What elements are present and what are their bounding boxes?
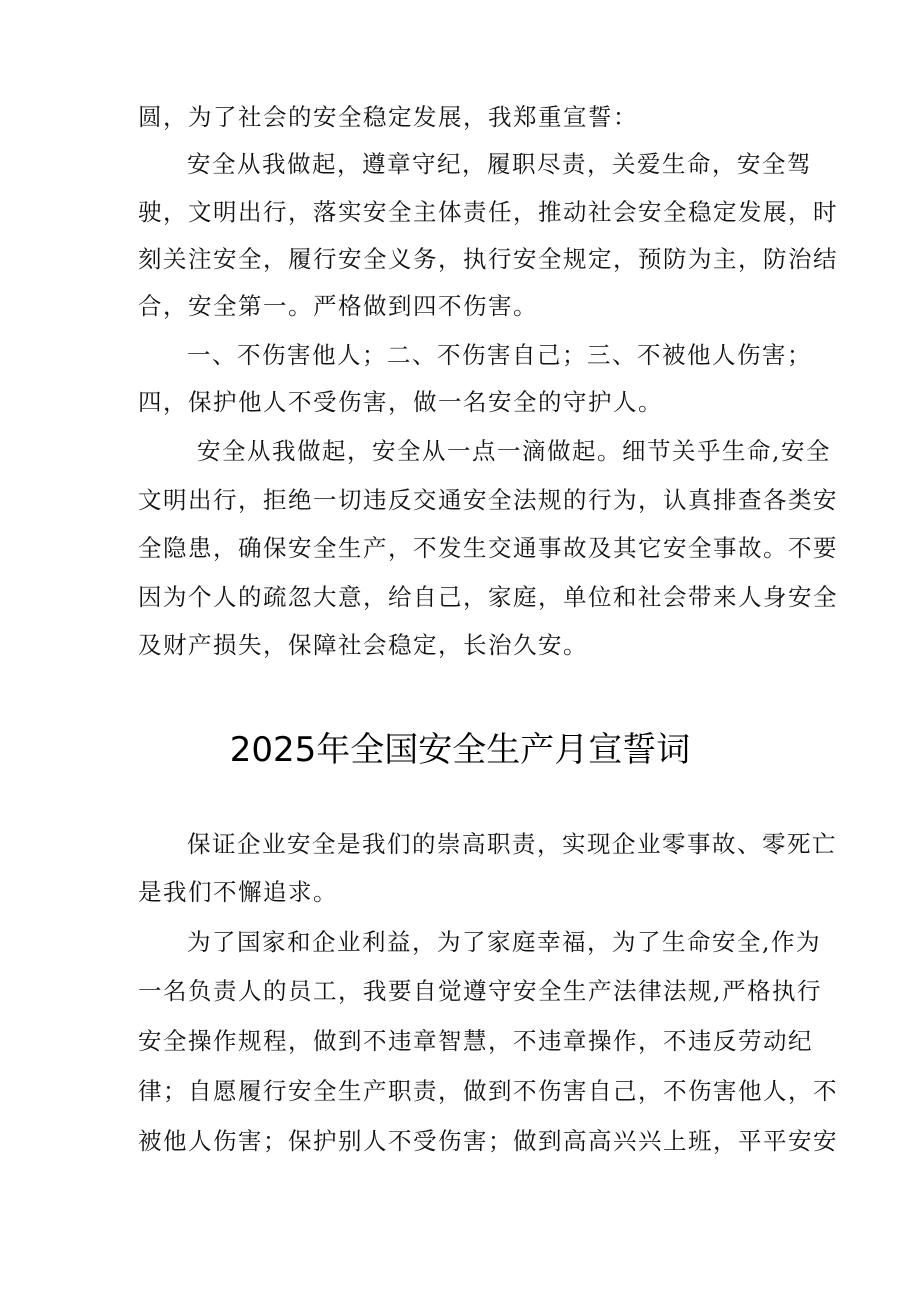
paragraph-line: 一、不伤害他人；二、不伤害自己；三、不被他人伤害； <box>187 341 812 369</box>
paragraph-line: 被他人伤害；保护别人不受伤害；做到高高兴兴上班，平平安安 <box>138 1127 838 1155</box>
paragraph-line: 安全操作规程，做到不违章智慧，不违章操作，不违反劳动纪 <box>138 1027 813 1055</box>
paragraph-line: 驶，文明出行，落实安全主体责任，推动社会安全稳定发展，时 <box>138 198 838 226</box>
paragraph-line: 安全从我做起，安全从一点一滴做起。细节关乎生命,安全 <box>197 437 831 465</box>
paragraph-line: 为了国家和企业利益，为了家庭幸福，为了生命安全,作为 <box>187 928 821 956</box>
paragraph-line: 保证企业安全是我们的崇高职责，实现企业零事故、零死亡 <box>187 830 837 858</box>
paragraph-line: 全隐患，确保安全生产，不发生交通事故及其它安全事故。不要 <box>138 534 838 562</box>
paragraph-line: 圆，为了社会的安全稳定发展，我郑重宣誓： <box>138 103 638 131</box>
section-title: 2025年全国安全生产月宣誓词 <box>229 730 691 770</box>
paragraph-line: 是我们不懈追求。 <box>138 878 338 906</box>
paragraph-line: 安全从我做起，遵章守纪，履职尽责，关爱生命，安全驾 <box>187 150 812 178</box>
paragraph-line: 刻关注安全，履行安全义务，执行安全规定，预防为主，防治结 <box>138 245 838 273</box>
paragraph-line: 一名负责人的员工，我要自觉遵守安全生产法律法规,严格执行 <box>138 977 822 1005</box>
paragraph-line: 及财产损失，保障社会稳定，长治久安。 <box>138 631 588 659</box>
paragraph-line: 四，保护他人不受伤害，做一名安全的守护人。 <box>138 388 663 416</box>
paragraph-line: 文明出行，拒绝一切违反交通安全法规的行为，认真排查各类安 <box>138 486 838 514</box>
paragraph-line: 合，安全第一。严格做到四不伤害。 <box>138 292 538 320</box>
paragraph-line: 因为个人的疏忽大意，给自己，家庭，单位和社会带来人身安全 <box>138 583 838 611</box>
paragraph-line: 律；自愿履行安全生产职责，做到不伤害自己，不伤害他人，不 <box>138 1077 838 1105</box>
